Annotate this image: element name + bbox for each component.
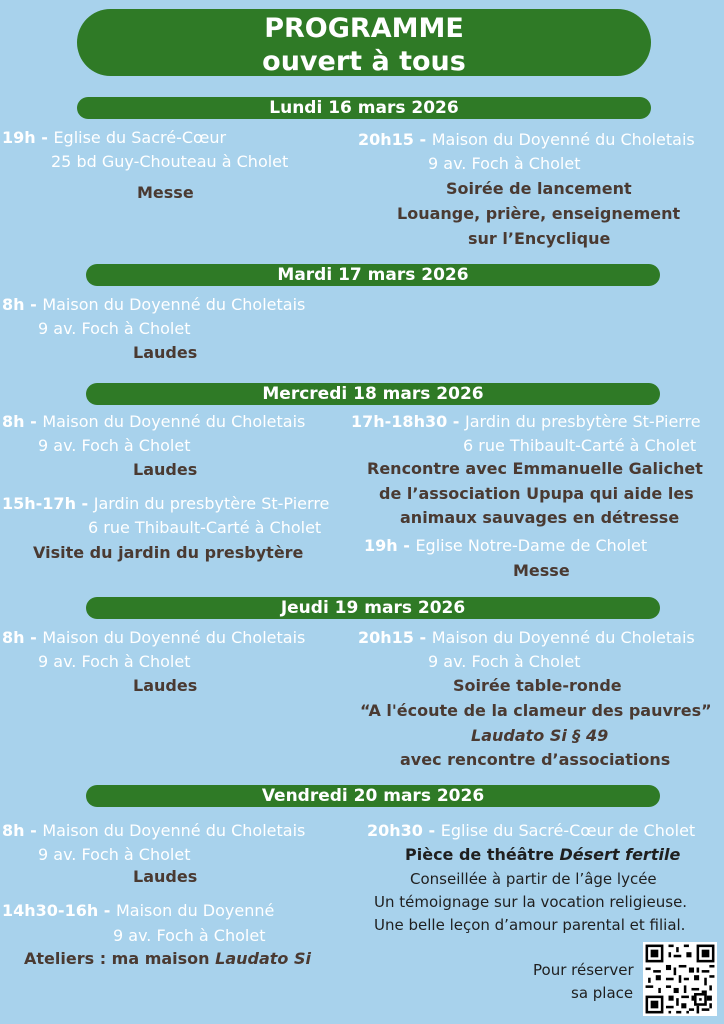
friday-left-place-2: 14h30-16h - Maison du Doyenné	[2, 901, 275, 920]
wednesday-left-address-1: 9 av. Foch à Cholet	[38, 436, 191, 455]
wednesday-left-event-1: Laudes	[133, 460, 198, 479]
wednesday-right-place-1: 17h-18h30 - Jardin du presbytère St-Pierre	[351, 412, 701, 431]
program-title	[77, 9, 651, 76]
monday-right-address: 9 av. Foch à Cholet	[428, 154, 581, 173]
tuesday-left-event: Laudes	[133, 343, 198, 362]
reserve-line-2: sa place	[571, 984, 634, 1002]
thursday-right-event-3: Laudato Si § 49	[471, 726, 609, 745]
monday-left-address: 25 bd Guy-Chouteau à Cholet	[51, 152, 289, 171]
wednesday-left-address-2: 6 rue Thibault-Carté à Cholet	[88, 518, 322, 537]
monday-right-event-2: Louange, prière, enseignement	[397, 204, 681, 223]
thursday-left-address: 9 av. Foch à Cholet	[38, 652, 191, 671]
friday-right-detail-1: Conseillée à partir de l’âge lycée	[410, 870, 657, 888]
thursday-left-place: 8h - Maison du Doyenné du Choletais	[2, 628, 306, 647]
thursday-right-event-1: Soirée table-ronde	[453, 676, 622, 695]
qr-code-icon[interactable]	[643, 942, 717, 1016]
wednesday-left-event-2: Visite du jardin du presbytère	[33, 543, 304, 562]
tuesday-left-address: 9 av. Foch à Cholet	[38, 319, 191, 338]
friday-right-place: 20h30 - Eglise du Sacré-Cœur de Cholet	[367, 821, 696, 840]
friday-left-place-1: 8h - Maison du Doyenné du Choletais	[2, 821, 306, 840]
thursday-left-event: Laudes	[133, 676, 198, 695]
friday-right-event: Pièce de théâtre Désert fertile	[405, 845, 681, 864]
monday-right-place: 20h15 - Maison du Doyenné du Choletais	[358, 130, 695, 149]
wednesday-right-place-2: 19h - Eglise Notre-Dame de Cholet	[364, 536, 648, 555]
day-band-tuesday: Mardi 17 mars 2026	[86, 264, 660, 286]
title-line-2: ouvert à tous	[262, 46, 466, 77]
wednesday-right-event-4: Messe	[513, 561, 570, 580]
tuesday-left-place: 8h - Maison du Doyenné du Choletais	[2, 295, 306, 314]
friday-left-address-2: 9 av. Foch à Cholet	[113, 926, 266, 945]
monday-left-event: Messe	[137, 183, 194, 202]
friday-left-address-1: 9 av. Foch à Cholet	[38, 845, 191, 864]
thursday-right-address: 9 av. Foch à Cholet	[428, 652, 581, 671]
reserve-line-1: Pour réserver	[533, 961, 634, 979]
day-band-wednesday: Mercredi 18 mars 2026	[86, 383, 660, 405]
title-line-1: PROGRAMME	[264, 13, 464, 44]
friday-left-event-2: Ateliers : ma maison Laudato Si	[24, 949, 311, 968]
wednesday-right-event-2: de l’association Upupa qui aide les	[379, 484, 694, 503]
thursday-right-event-4: avec rencontre d’associations	[400, 750, 671, 769]
day-band-friday: Vendredi 20 mars 2026	[86, 785, 660, 807]
monday-left-place: 19h - Eglise du Sacré-Cœur	[2, 128, 227, 147]
wednesday-left-place-1: 8h - Maison du Doyenné du Choletais	[2, 412, 306, 431]
thursday-right-event-2: “A l'écoute de la clameur des pauvres”	[360, 701, 712, 720]
friday-right-detail-3: Une belle leçon d’amour parental et filial.	[374, 916, 686, 934]
friday-left-event-1: Laudes	[133, 867, 198, 886]
wednesday-left-place-2: 15h-17h - Jardin du presbytère St-Pierre	[2, 494, 330, 513]
wednesday-right-event-3: animaux sauvages en détresse	[400, 508, 680, 527]
wednesday-right-address-1: 6 rue Thibault-Carté à Cholet	[463, 436, 697, 455]
friday-right-detail-2: Un témoignage sur la vocation religieuse.	[374, 893, 688, 911]
wednesday-right-event-1: Rencontre avec Emmanuelle Galichet	[367, 459, 703, 478]
day-band-monday: Lundi 16 mars 2026	[77, 97, 651, 119]
time: 19h	[2, 128, 36, 147]
thursday-right-place: 20h15 - Maison du Doyenné du Choletais	[358, 628, 695, 647]
monday-right-event-1: Soirée de lancement	[446, 179, 632, 198]
day-band-thursday: Jeudi 19 mars 2026	[86, 597, 660, 619]
monday-right-event-3: sur l’Encyclique	[468, 229, 611, 248]
